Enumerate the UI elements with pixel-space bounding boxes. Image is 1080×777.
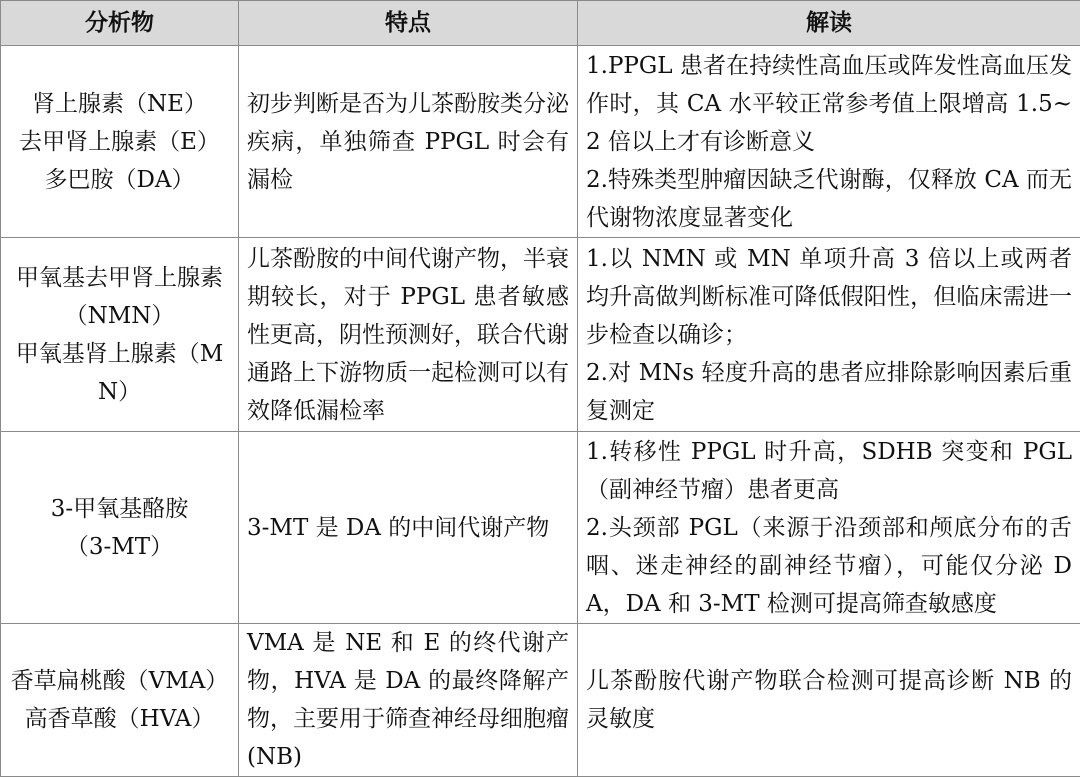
feature-cell: 3-MT 是 DA 的中间代谢产物 [239, 432, 578, 624]
analyte-name: 肾上腺素（NE） [5, 85, 234, 123]
feature-cell: 初步判断是否为儿茶酚胺类分泌疾病，单独筛查 PPGL 时会有漏检 [239, 46, 578, 238]
analyte-name: 甲氧基去甲肾上腺素（NMN） [5, 259, 234, 335]
analyte-name: 多巴胺（DA） [5, 161, 234, 199]
analyte-cell [1, 46, 239, 238]
table-row [1, 46, 1080, 238]
header-analyte: 分析物 [1, 1, 239, 46]
interpretation-item: 1.PPGL 患者在持续性高血压或阵发性高血压发作时，其 CA 水平较正常参考值上限增高 1.5~2 倍以上才有诊断意义 [586, 47, 1072, 161]
analyte-name: （3-MT） [5, 528, 234, 566]
analyte-name: 高香草酸（HVA） [5, 700, 234, 738]
table-row [1, 238, 1080, 432]
interpretation-cell [578, 624, 1080, 777]
interpretation-item: 2.对 MNs 轻度升高的患者应排除影响因素后重复测定 [586, 354, 1072, 430]
header-row [1, 1, 1080, 46]
table-row [1, 624, 1080, 777]
header-interpretation: 解读 [578, 1, 1080, 46]
analyte-name: 3-甲氧基酪胺 [5, 490, 234, 528]
analyte-cell [1, 432, 239, 624]
analyte-cell [1, 624, 239, 777]
interpretation-item: 2.头颈部 PGL（来源于沿颈部和颅底分布的舌咽、迷走神经的副神经节瘤），可能仅分泌 DA，DA 和 3-MT 检测可提高筛查敏感度 [586, 509, 1072, 623]
interpretation-item: 儿茶酚胺代谢产物联合检测可提高诊断 NB 的灵敏度 [586, 662, 1072, 738]
feature-cell: VMA 是 NE 和 E 的终代谢产物，HVA 是 DA 的最终降解产物，主要用于筛查神经母细胞瘤(NB) [239, 624, 578, 777]
interpretation-item: 1.转移性 PPGL 时升高，SDHB 突变和 PGL（副神经节瘤）患者更高 [586, 433, 1072, 509]
interpretation-cell [578, 238, 1080, 432]
analyte-cell [1, 238, 239, 432]
table-header [1, 1, 1080, 46]
table-body [1, 46, 1080, 777]
feature-cell: 儿茶酚胺的中间代谢产物，半衰期较长，对于 PPGL 患者敏感性更高，阴性预测好，联合代谢通路上下游物质一起检测可以有效降低漏检率 [239, 238, 578, 432]
analyte-name: 甲氧基肾上腺素（MN） [5, 335, 234, 411]
table-row [1, 432, 1080, 624]
interpretation-cell [578, 46, 1080, 238]
analyte-name: 香草扁桃酸（VMA） [5, 662, 234, 700]
interpretation-item: 1.以 NMN 或 MN 单项升高 3 倍以上或两者均升高做判断标准可降低假阳性，但临床需进一步检查以确诊； [586, 240, 1072, 354]
interpretation-item: 2.特殊类型肿瘤因缺乏代谢酶，仅释放 CA 而无代谢物浓度显著变化 [586, 161, 1072, 237]
header-feature: 特点 [239, 1, 578, 46]
analyte-name: 去甲肾上腺素（E） [5, 123, 234, 161]
interpretation-cell [578, 432, 1080, 624]
